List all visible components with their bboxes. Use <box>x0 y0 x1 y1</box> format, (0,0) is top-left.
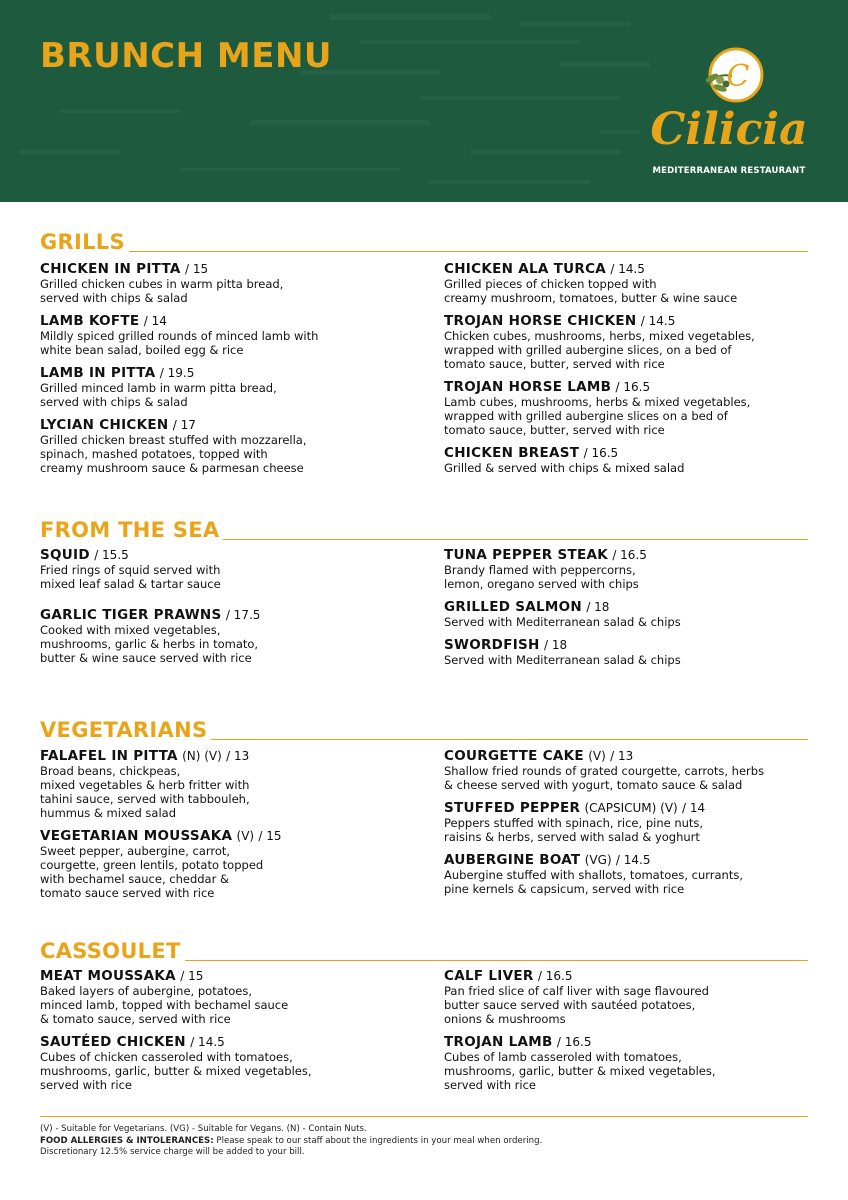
menu-item-heading <box>40 968 420 984</box>
allergy-text: Please speak to our staff about the ingredients in your meal when ordering. <box>213 1135 543 1146</box>
menu-item-heading <box>444 1034 824 1050</box>
menu-item-price: / 19.5 <box>159 366 195 380</box>
cassoulet-right-column <box>444 968 824 1100</box>
menu-item-heading <box>40 748 420 764</box>
menu-item-description: mixed vegetables & herb fritter with <box>40 778 250 792</box>
menu-item-name: AUBERGINE BOAT <box>444 852 581 868</box>
menu-item-name: TUNA PEPPER STEAK <box>444 547 609 563</box>
menu-item-price: / 18 <box>543 638 568 652</box>
menu-item-price: / 14.5 <box>190 1035 225 1049</box>
menu-item-description: served with chips & salad <box>40 291 188 305</box>
menu-item <box>40 365 420 409</box>
menu-item-heading <box>444 547 824 563</box>
service-charge-note: Discretionary 12.5% service charge will be added to your bill. <box>40 1147 305 1157</box>
menu-item-name: LYCIAN CHICKEN <box>40 417 169 433</box>
section-cassoulet-heading <box>40 941 808 962</box>
menu-item-diet-tag: (N) (V) <box>182 749 222 763</box>
menu-item-description: with bechamel sauce, cheddar & <box>40 872 229 886</box>
menu-item-heading <box>444 800 824 816</box>
menu-title: BRUNCH MENU <box>40 36 333 76</box>
menu-item <box>40 261 420 305</box>
menu-item-description: butter & wine sauce served with rice <box>40 651 252 665</box>
menu-item-description: mixed leaf salad & tartar sauce <box>40 577 221 591</box>
section-title: GRILLS <box>40 230 125 254</box>
menu-item <box>444 261 824 305</box>
svg-text:C: C <box>726 59 750 94</box>
brand-name: Cilicia <box>650 104 808 155</box>
section-sea-heading <box>40 520 808 541</box>
menu-item <box>40 748 420 820</box>
menu-item-price: / 14.5 <box>615 853 651 867</box>
menu-item <box>444 313 824 371</box>
veg-left-column <box>40 748 420 908</box>
menu-item-description: mushrooms, garlic, butter & mixed vegetables, <box>444 1064 716 1078</box>
menu-item-description: mushrooms, garlic & herbs in tomato, <box>40 637 259 651</box>
menu-item-description: Grilled minced lamb in warm pitta bread, <box>40 381 277 395</box>
menu-item-heading <box>444 379 824 395</box>
menu-item-description: creamy mushroom, tomatoes, butter & wine sauce <box>444 291 738 305</box>
sea-left-column <box>40 547 420 673</box>
grills-left-column <box>40 261 420 483</box>
menu-item-name: COURGETTE CAKE <box>444 748 584 764</box>
menu-item-description: Grilled chicken cubes in warm pitta bread, <box>40 277 284 291</box>
menu-item-description: Served with Mediterranean salad & chips <box>444 653 681 667</box>
menu-item-name: CHICKEN IN PITTA <box>40 261 181 277</box>
menu-item-description: Baked layers of aubergine, potatoes, <box>40 984 253 998</box>
menu-item <box>444 637 824 667</box>
menu-item-description: creamy mushroom sauce & parmesan cheese <box>40 461 304 475</box>
menu-item-description: white bean salad, boiled egg & rice <box>40 343 244 357</box>
menu-item <box>444 968 824 1026</box>
menu-item <box>40 607 420 665</box>
menu-item-description: Served with Mediterranean salad & chips <box>444 615 681 629</box>
menu-item-description: Shallow fried rounds of grated courgette, carrots, herbs <box>444 764 765 778</box>
menu-item-description: Grilled pieces of chicken topped with <box>444 277 657 291</box>
menu-item <box>444 445 824 475</box>
menu-item-name: LAMB IN PITTA <box>40 365 156 381</box>
menu-item-heading <box>40 261 420 277</box>
footer-divider <box>40 1116 808 1117</box>
menu-item-description: hummus & mixed salad <box>40 806 177 820</box>
allergy-note <box>40 1136 808 1148</box>
olive-logo-icon <box>698 46 764 104</box>
menu-item-price: / 14.5 <box>610 262 645 276</box>
menu-item-description: served with rice <box>444 1078 537 1092</box>
menu-item-heading <box>444 261 824 277</box>
menu-item-name: GRILLED SALMON <box>444 599 583 615</box>
menu-item <box>40 1034 420 1092</box>
section-veg-heading <box>40 720 808 741</box>
menu-item-price: / 15 <box>180 969 204 983</box>
menu-item-price: / 13 <box>610 749 634 763</box>
menu-item-description: & tomato sauce, served with rice <box>40 1012 231 1026</box>
menu-item-description: tomato sauce, butter, served with rice <box>444 423 665 437</box>
diet-legend: (V) - Suitable for Vegetarians. (VG) - Suitable for Vegans. (N) - Contain Nuts. <box>40 1124 367 1134</box>
sea-right-column <box>444 547 824 675</box>
menu-item <box>40 417 420 475</box>
section-divider <box>211 739 808 740</box>
menu-item-description: butter sauce served with sautéed potatoes, <box>444 998 696 1012</box>
menu-item-heading <box>444 968 824 984</box>
menu-item-heading <box>444 852 824 868</box>
menu-item-heading <box>40 313 420 329</box>
menu-item-description: Fried rings of squid served with <box>40 563 221 577</box>
menu-item-name: SAUTÉED CHICKEN <box>40 1034 186 1050</box>
menu-item <box>444 379 824 437</box>
footer-notes <box>40 1124 808 1159</box>
menu-item-name: VEGETARIAN MOUSSAKA <box>40 828 233 844</box>
menu-item <box>40 968 420 1026</box>
menu-item-description: spinach, mashed potatoes, topped with <box>40 447 268 461</box>
menu-item-diet-tag: (CAPSICUM) (V) <box>584 801 678 815</box>
grills-right-column <box>444 261 824 483</box>
menu-item-description: Grilled & served with chips & mixed salad <box>444 461 685 475</box>
menu-item-description: Lamb cubes, mushrooms, herbs & mixed vegetables, <box>444 395 751 409</box>
menu-item-name: TROJAN HORSE CHICKEN <box>444 313 637 329</box>
menu-item-description: lemon, oregano served with chips <box>444 577 639 591</box>
menu-item-description: served with chips & salad <box>40 395 188 409</box>
menu-item-heading <box>444 599 824 615</box>
menu-item-description: pine kernels & capsicum, served with rice <box>444 882 685 896</box>
section-divider <box>223 539 808 540</box>
section-grills-heading <box>40 232 808 253</box>
menu-item-description: Aubergine stuffed with shallots, tomatoes, currants, <box>444 868 744 882</box>
menu-item-name: TROJAN LAMB <box>444 1034 553 1050</box>
veg-right-column <box>444 748 824 904</box>
menu-item-price: / 14 <box>682 801 706 815</box>
menu-item-price: / 13 <box>226 749 250 763</box>
menu-item <box>40 313 420 357</box>
menu-item <box>444 547 824 591</box>
menu-item-price: / 16.5 <box>556 1035 592 1049</box>
menu-item-price: / 15.5 <box>94 548 129 562</box>
menu-item <box>444 852 824 896</box>
menu-item <box>444 800 824 844</box>
menu-item-price: / 16.5 <box>537 969 573 983</box>
menu-header <box>0 0 848 202</box>
menu-item-description: tomato sauce served with rice <box>40 886 215 900</box>
menu-item-description: Cubes of chicken casseroled with tomatoes, <box>40 1050 293 1064</box>
menu-item-description: Grilled chicken breast stuffed with mozzarella, <box>40 433 307 447</box>
menu-item-name: FALAFEL IN PITTA <box>40 748 178 764</box>
menu-item-description: served with rice <box>40 1078 133 1092</box>
menu-item-diet-tag: (VG) <box>584 853 612 867</box>
section-divider <box>129 251 808 252</box>
menu-item-description: mushrooms, garlic, butter & mixed vegetables, <box>40 1064 312 1078</box>
menu-item-price: / 14 <box>143 314 167 328</box>
menu-item-name: SQUID <box>40 547 90 563</box>
menu-item-price: / 18 <box>586 600 610 614</box>
menu-item-heading <box>444 637 824 653</box>
allergy-label: FOOD ALLERGIES & INTOLERANCES: <box>40 1135 214 1146</box>
menu-item-heading <box>40 365 420 381</box>
section-title: VEGETARIANS <box>40 718 208 742</box>
brand-subtitle: MEDITERRANEAN RESTAURANT <box>652 166 806 176</box>
menu-item-name: CHICKEN ALA TURCA <box>444 261 607 277</box>
menu-item-diet-tag: (V) <box>236 829 255 843</box>
menu-item-description: tomato sauce, butter, served with rice <box>444 357 665 371</box>
menu-item-description: Cooked with mixed vegetables, <box>40 623 221 637</box>
menu-item-description: Cubes of lamb casseroled with tomatoes, <box>444 1050 682 1064</box>
menu-item-heading <box>40 607 420 623</box>
menu-item-name: TROJAN HORSE LAMB <box>444 379 612 395</box>
menu-item-description: wrapped with grilled aubergine slices on a bed of <box>444 409 728 423</box>
menu-item-description: Chicken cubes, mushrooms, herbs, mixed vegetables, <box>444 329 755 343</box>
menu-item-description: raisins & herbs, served with salad & yoghurt <box>444 830 700 844</box>
menu-item <box>444 1034 824 1092</box>
menu-item-name: LAMB KOFTE <box>40 313 140 329</box>
menu-item-price: / 15 <box>184 262 209 276</box>
menu-item-description: Mildly spiced grilled rounds of minced lamb with <box>40 329 319 343</box>
menu-item <box>40 547 420 591</box>
menu-item <box>444 599 824 629</box>
menu-item-name: CHICKEN BREAST <box>444 445 580 461</box>
menu-item-description: courgette, green lentils, potato topped <box>40 858 264 872</box>
cassoulet-left-column <box>40 968 420 1100</box>
menu-item-description: wrapped with grilled aubergine slices, on a bed of <box>444 343 732 357</box>
menu-item-description: Peppers stuffed with spinach, rice, pine nuts, <box>444 816 704 830</box>
menu-item-diet-tag: (V) <box>588 749 606 763</box>
section-title: CASSOULET <box>40 939 181 963</box>
menu-item-heading <box>40 828 420 844</box>
menu-item-description: Brandy flamed with peppercorns, <box>444 563 636 577</box>
menu-item-heading <box>40 547 420 563</box>
menu-item-description: minced lamb, topped with bechamel sauce <box>40 998 289 1012</box>
menu-item-description: & cheese served with yogurt, tomato sauce & salad <box>444 778 743 792</box>
menu-item-heading <box>444 313 824 329</box>
menu-item-heading <box>40 1034 420 1050</box>
menu-item-name: GARLIC TIGER PRAWNS <box>40 607 222 623</box>
menu-item-price: / 16.5 <box>615 380 651 394</box>
menu-item-description: onions & mushrooms <box>444 1012 566 1026</box>
menu-item-description: Broad beans, chickpeas, <box>40 764 181 778</box>
menu-item-name: SWORDFISH <box>444 637 540 653</box>
menu-item-price: / 14.5 <box>640 314 676 328</box>
menu-item-description: Pan fried slice of calf liver with sage flavoured <box>444 984 709 998</box>
menu-item-name: STUFFED PEPPER <box>444 800 581 816</box>
menu-item-price: / 17 <box>172 418 196 432</box>
menu-item-description: Sweet pepper, aubergine, carrot, <box>40 844 231 858</box>
menu-item-price: / 15 <box>258 829 282 843</box>
menu-item-heading <box>40 417 420 433</box>
menu-item-description: tahini sauce, served with tabbouleh, <box>40 792 250 806</box>
menu-item-price: / 17.5 <box>225 608 261 622</box>
menu-item <box>40 828 420 900</box>
menu-item-price: / 16.5 <box>583 446 619 460</box>
menu-item-price: / 16.5 <box>612 548 647 562</box>
menu-item <box>444 748 824 792</box>
menu-item-heading <box>444 445 824 461</box>
menu-item-heading <box>444 748 824 764</box>
section-divider <box>185 960 808 961</box>
section-title: FROM THE SEA <box>40 518 220 542</box>
menu-item-name: CALF LIVER <box>444 968 534 984</box>
menu-item-name: MEAT MOUSSAKA <box>40 968 176 984</box>
